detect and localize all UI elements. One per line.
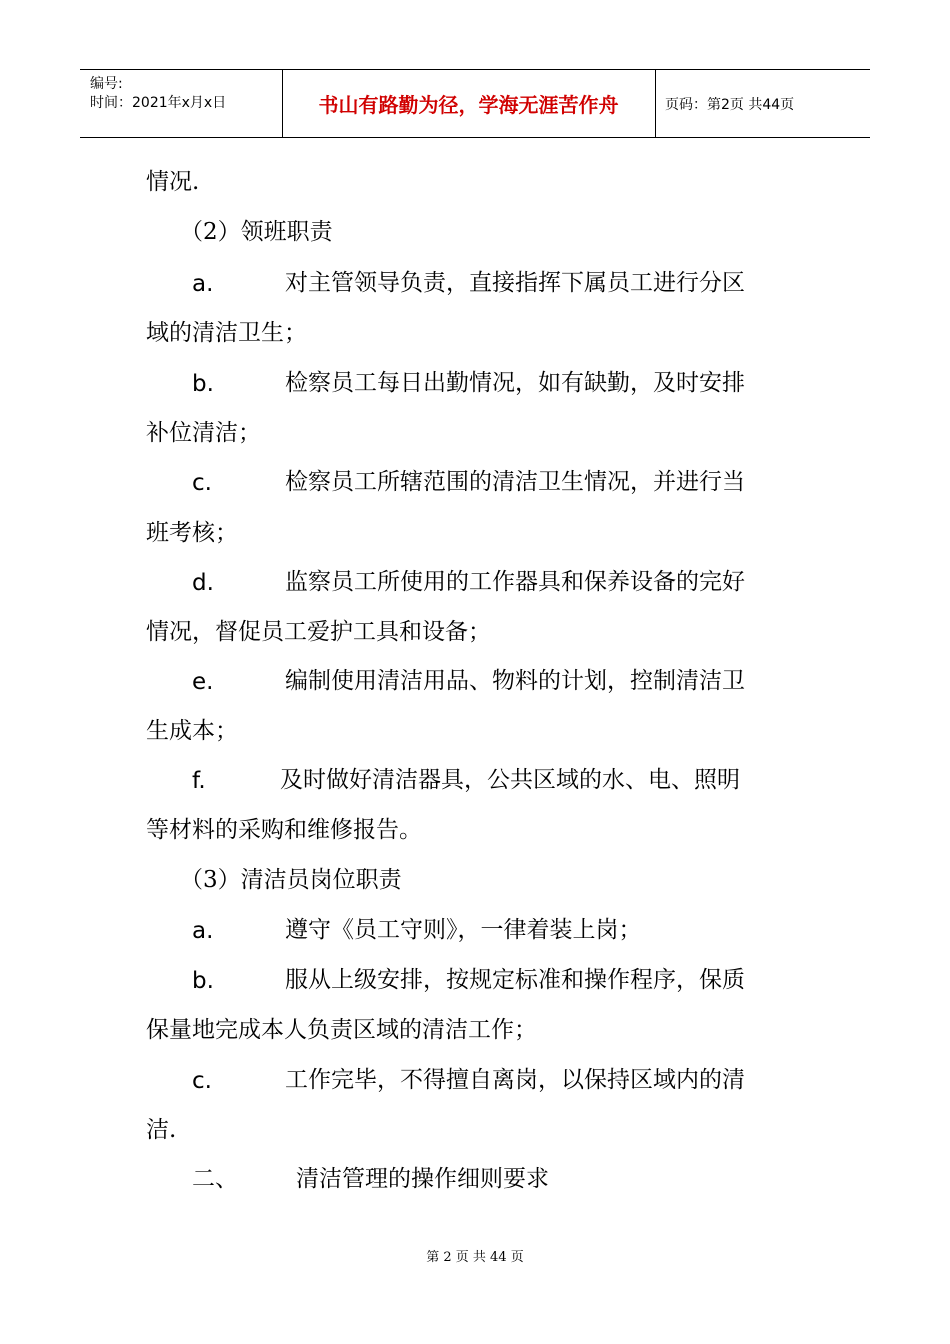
item-text: 班考核； bbox=[146, 520, 238, 546]
item-text: 检察员工每日出勤情况，如有缺勤，及时安排 bbox=[285, 370, 745, 396]
part-heading: 清洁管理的操作细则要求 bbox=[296, 1166, 549, 1192]
header-meta-cell bbox=[80, 70, 283, 137]
item-label: a. bbox=[192, 918, 214, 944]
item-text: 补位清洁； bbox=[146, 420, 261, 446]
item-label: b. bbox=[192, 968, 214, 994]
item-text: 检察员工所辖范围的清洁卫生情况，并进行当 bbox=[285, 469, 745, 495]
item-label: e. bbox=[192, 669, 214, 695]
item-text: 情况，督促员工爱护工具和设备； bbox=[146, 619, 491, 645]
item-text: 及时做好清洁器具，公共区域的水、电、照明 bbox=[280, 767, 740, 793]
item-label: c. bbox=[192, 470, 212, 496]
item-label: c. bbox=[192, 1068, 212, 1094]
item-text: 保量地完成本人负责区域的清洁工作； bbox=[146, 1017, 537, 1043]
item-text: 对主管领导负责，直接指挥下属员工进行分区 bbox=[285, 270, 745, 296]
item-label: a. bbox=[192, 271, 214, 297]
document-date: 时间：2021年x月x日 bbox=[90, 95, 227, 111]
section-heading: （2）领班职责 bbox=[180, 219, 333, 245]
page-header bbox=[80, 69, 870, 138]
section-heading: （3）清洁员岗位职责 bbox=[180, 867, 402, 893]
item-label: b. bbox=[192, 371, 214, 397]
item-text: 编制使用清洁用品、物料的计划，控制清洁卫 bbox=[285, 668, 745, 694]
page-footer: 第 2 页 共 44 页 bbox=[426, 1250, 524, 1265]
item-text: 等材料的采购和维修报告。 bbox=[146, 817, 422, 843]
document-number-label: 编号: bbox=[90, 76, 123, 92]
text-line: 情况. bbox=[146, 169, 200, 195]
header-motto: 书山有路勤为径，学海无涯苦作舟 bbox=[282, 70, 656, 137]
item-label: f. bbox=[192, 768, 206, 794]
item-text: 遵守《员工守则》，一律着装上岗； bbox=[285, 917, 642, 943]
item-text: 工作完毕，不得擅自离岗，以保持区域内的清 bbox=[285, 1067, 745, 1093]
item-text: 生成本； bbox=[146, 718, 238, 744]
item-text: 域的清洁卫生； bbox=[146, 320, 307, 346]
item-text: 洁. bbox=[146, 1117, 177, 1143]
item-text: 监察员工所使用的工作器具和保养设备的完好 bbox=[285, 569, 745, 595]
part-number: 二、 bbox=[192, 1166, 238, 1192]
item-text: 服从上级安排，按规定标准和操作程序，保质 bbox=[285, 967, 745, 993]
item-label: d. bbox=[192, 570, 214, 596]
header-page-info: 页码：第2页 共44页 bbox=[665, 97, 795, 113]
